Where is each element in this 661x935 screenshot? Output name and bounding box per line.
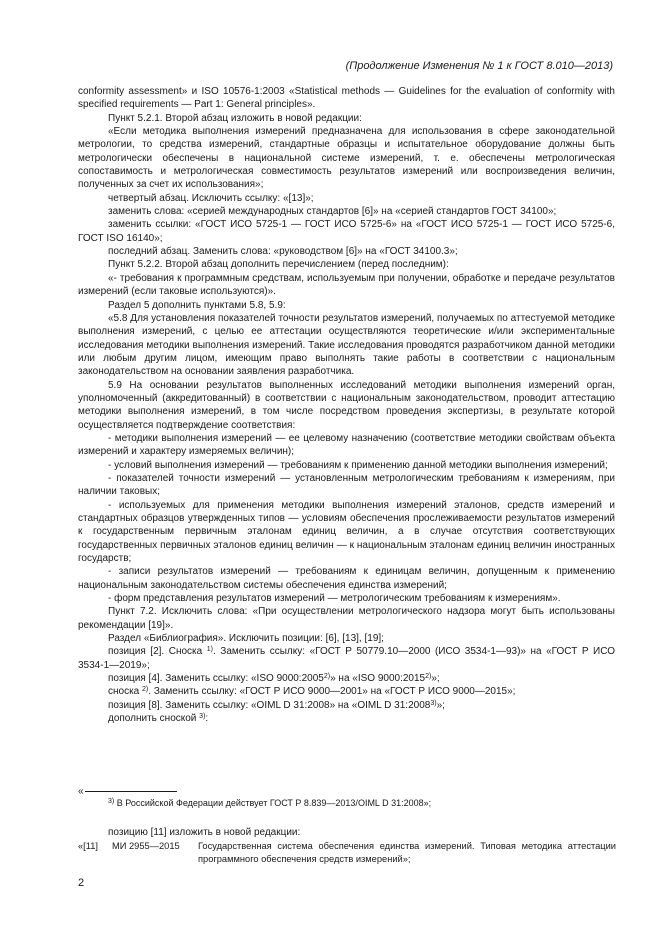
main-text	[78, 85, 615, 726]
list-item: - форм представления результатов измерений — метрологическим требованиям к измерениям».	[108, 593, 561, 605]
bib-title: Государственная система обеспечения единства измерений. Типовая методика аттестации программного обеспечения средств измерений»;	[198, 841, 616, 864]
paragraph: позицию [11] изложить в новой редакции:	[108, 827, 301, 838]
paragraph: заменить ссылки: «ГОСТ ИСО 5725-1 — ГОСТ ИСО 5725-6» на «ГОСТ ИСО 5725-1 — ГОСТ ИСО 5725-6, ГОСТ ISO 16140»;	[78, 219, 615, 244]
paragraph	[78, 699, 615, 712]
text-fragment: . Заменить ссылку: «ГОСТ Р ИСО 9000—2001» на «ГОСТ Р ИСО 9000—2015»;	[148, 686, 516, 698]
footnote-ref: 2)	[323, 673, 331, 681]
paragraph: conformity assessment» и ISO 10576-1:2003 «Statistical methods — Guidelines for the evaluation of conformity with specified requirements — Part 1: General principles».	[78, 86, 615, 111]
text-fragment: » на «ISO 9000:2015	[330, 673, 426, 685]
paragraph	[78, 712, 615, 725]
footnote-ref: 2)	[142, 686, 149, 694]
text-fragment: сноска	[108, 686, 140, 698]
header-continuation: (Продолжение Изменения № 1 к ГОСТ 8.010—2013)	[345, 60, 613, 72]
footnote-marker: 3)	[108, 798, 115, 805]
paragraph: «- требования к программным средствам, используемым при получении, обработке и передаче результатов измерений (если таковые используются)».	[78, 272, 615, 298]
paragraph: 5.9 На основании результатов выполненных исследований методики выполнения измерений орган, уполномоченный (аккредитованный) в соответствии с национальным законодательством, проводит аттестацию методики выполнения измерений, в том числе посредством проведения экспертизы, в результате которой осуществляется подтверждение соответствия:	[78, 379, 615, 431]
paragraph: «5.8 Для установления показателей точности результатов измерений, получаемых по аттестуемой методике выполнения измерений, с целью ее аттестации осуществляются теоретические и/или экспериментальные исследования методики выполнения измерений. Такие исследования проводятся разработчиком данной методики или любым другим лицом, имеющим право выполнять такие работы в соответствии с национальным законодательством на основании заявления разработчика.	[78, 312, 615, 378]
footnote-separator	[78, 786, 177, 797]
text-fragment: позиция [8]. Заменить ссылку: «OIML D 31:2008» на «OIML D 31:2008	[108, 699, 431, 711]
page-number: 2	[78, 877, 85, 889]
footnote-ref: 1)	[206, 646, 213, 654]
paragraph	[78, 645, 615, 672]
text-fragment: »;	[431, 673, 440, 685]
paragraph	[78, 672, 615, 685]
list-item: - записи результатов измерений — требованиям к единицам величин, допущенным к применению национальным законодательством системы обеспечения единства измерений;	[78, 566, 615, 591]
footnote-ref: 2)	[425, 673, 432, 681]
paragraph: Раздел «Библиография». Исключить позиции: [6], [13], [19];	[108, 633, 384, 645]
open-quote: «	[78, 786, 84, 797]
paragraph: Пункт 7.2. Исключить слова: «При осуществлении метрологического надзора могут быть использованы рекомендации [19]».	[78, 606, 615, 631]
text-fragment: »;	[436, 699, 445, 711]
list-item: - условий выполнения измерений — требованиям к применению данной методики выполнения измерений;	[108, 459, 608, 471]
paragraph: Пункт 5.2.1. Второй абзац изложить в новой редакции:	[108, 112, 362, 124]
text-fragment: позиция [2]. Сноска	[108, 646, 203, 658]
list-item: - используемых для применения методики выполнения измерений эталонов, средств измерений и стандартных образцов утвержденных типов — условиям обеспечения прослеживаемости результатов измерений к государственным первичным эталонам единиц величин, а в случае отсутствия соответствующих государственных первичных эталонов единиц величин — к национальным эталонам единиц величин иностранных государств;	[78, 499, 615, 565]
after-footnote-text	[78, 826, 615, 839]
paragraph: последний абзац. Заменить слова: «руководством [6]» на «ГОСТ 34100.3»;	[108, 246, 458, 258]
paragraph: Пункт 5.2.2. Второй абзац дополнить перечислением (перед последним):	[108, 259, 449, 271]
footnote-text: В Российской Федерации действует ГОСТ Р 8.839—2013/OIML D 31:2008»;	[114, 798, 432, 808]
text-fragment: дополнить сноской	[108, 713, 197, 725]
list-item: - показателей точности измерений — установленным метрологическим требованиям к измерениям, при наличии таковых;	[78, 472, 615, 498]
paragraph	[78, 685, 615, 698]
text-fragment: позиция [4]. Заменить ссылку: «ISO 9000:2005	[108, 673, 324, 685]
list-item: - методики выполнения измерений — ее целевому назначению (соответствие методики свойствам объекта измерений и характеру измеряемых величин);	[78, 432, 615, 458]
text-fragment: . Заменить ссылку: «ГОСТ Р 50779.10—2000 (ИСО 3534-1—93)» на «ГОСТ Р ИСО 3534-1—2019»;	[78, 646, 615, 671]
paragraph: заменить слова: «серией международных стандартов [6]» на «серией стандартов ГОСТ 34100»;	[108, 206, 557, 218]
separator-line	[85, 791, 177, 792]
paragraph: «Если методика выполнения измерений предназначена для использования в сфере законодательной метрологии, то средства измерений, стандартные образцы и испытательное оборудование должны быть метрологически обеспечены в национальной системе измерений, т. е. обеспечены метрологическая сопоставимость и метрологическая совместимость результатов измерений или воспроизведения величин, полученных за счет их использования»;	[78, 126, 615, 191]
bib-code: МИ 2955—2015	[112, 841, 180, 851]
footnote-ref: 3)	[199, 713, 206, 721]
paragraph: Раздел 5 дополнить пунктами 5.8, 5.9:	[108, 299, 286, 311]
bib-number: «[11]	[78, 841, 98, 851]
footnote	[108, 798, 431, 808]
footnote-ref: 3)	[430, 699, 437, 707]
text-fragment: :	[205, 713, 209, 725]
paragraph: четвертый абзац. Исключить ссылку: «[13]»;	[108, 192, 314, 204]
